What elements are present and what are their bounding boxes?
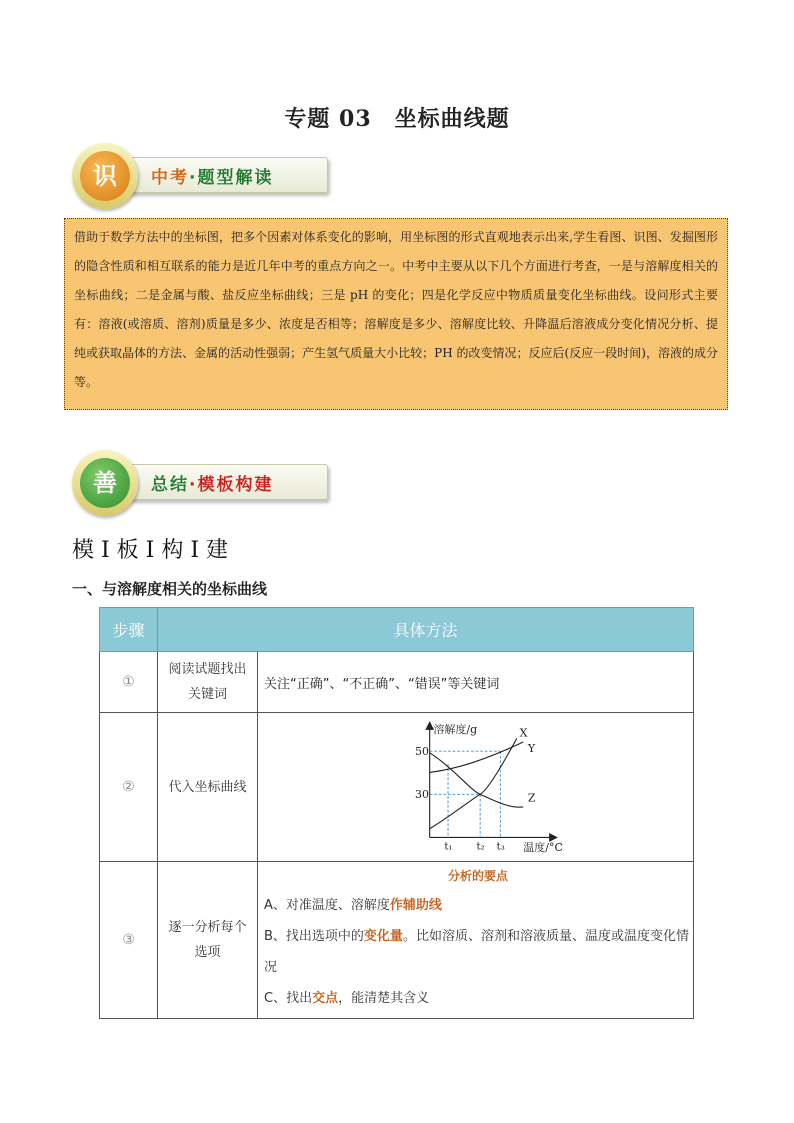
table-row — [100, 862, 694, 1019]
banner-text: 中考·题型解读 — [151, 168, 274, 188]
banner-text: 总结·模板构建 — [151, 475, 274, 495]
step-name: 逐一分析每个选项 — [158, 862, 258, 1019]
analysis-point-a: A、对准温度、溶解度作辅助线 — [264, 897, 442, 913]
intro-box — [64, 218, 728, 410]
step-method: 关注“正确”、“不正确”、“错误”等关键词 — [258, 652, 694, 713]
banner-badge — [72, 143, 138, 209]
series-label-y: Y — [527, 742, 536, 756]
x-tick-label: t₁ — [444, 841, 453, 853]
step-method-chart — [258, 713, 694, 862]
x-axis-label: 温度/°C — [523, 841, 563, 855]
step-name: 代入坐标曲线 — [158, 713, 258, 862]
table-row — [100, 713, 694, 862]
series-label-x: X — [519, 726, 528, 740]
header-step: 步骤 — [100, 608, 158, 652]
subheading: 模 I 板 I 构 I 建 — [72, 538, 229, 563]
series-label-z: Z — [527, 791, 536, 805]
y-tick-label: 50 — [415, 744, 430, 758]
step-number: ③ — [100, 862, 158, 1019]
step-number: ① — [100, 652, 158, 713]
x-tick-label: t₃ — [496, 841, 505, 853]
analysis-cell — [258, 862, 694, 1019]
series-line-x — [430, 738, 517, 828]
banner-badge-char: 识 — [80, 151, 130, 201]
step-name: 阅读试题找出关键词 — [158, 652, 258, 713]
section-heading: 一、与溶解度相关的坐标曲线 — [72, 580, 268, 598]
analysis-heading: 分析的要点 — [447, 868, 508, 883]
banner-bar — [108, 464, 328, 500]
steps-table — [99, 607, 694, 1019]
analysis-point-b: B、找出选项中的变化量。比如溶质、溶剂和溶液质量、温度或温度变化情况 — [264, 928, 689, 975]
header-method: 具体方法 — [158, 608, 694, 652]
series-line-y — [430, 742, 524, 772]
table-header-row — [100, 608, 694, 652]
step-number: ② — [100, 713, 158, 862]
analysis-point-c: C、找出交点，能清楚其含义 — [264, 990, 430, 1006]
y-axis-label: 溶解度/g — [433, 722, 478, 736]
table-row — [100, 652, 694, 713]
intro-text: 借助于数学方法中的坐标图，把多个因素对体系变化的影响，用坐标图的形式直观地表示出来,学生看图、识图、发掘图形的隐含性质和相互联系的能力是近几年中考的重点方向之一。中考中主要从以下几个方面进行考查，一是与溶解度相关的坐标曲线；二是金属与酸、盐反应坐标曲线；三是 pH 的变化；四是化学反应中物质质量变化坐标曲线。设问形式主要有：溶液(或溶质、溶剂)质量是多少、浓度是否相等；溶解度是多少、溶解度比较、升降温后溶液成分变化情况分析、提纯或获取晶体的方法、金属的活动性强弱；产生氢气质量大小比较；PH 的改变情况；反应后(反应一段时间)，溶液的成分等。 — [74, 230, 718, 389]
banner-bar — [108, 157, 328, 193]
banner-badge — [72, 450, 138, 516]
page-title: 专题 03 坐标曲线题 — [284, 106, 510, 132]
solubility-chart — [404, 714, 604, 860]
x-tick-label: t₂ — [476, 841, 485, 853]
banner-badge-char: 善 — [80, 458, 130, 508]
y-tick-label: 30 — [415, 788, 430, 802]
